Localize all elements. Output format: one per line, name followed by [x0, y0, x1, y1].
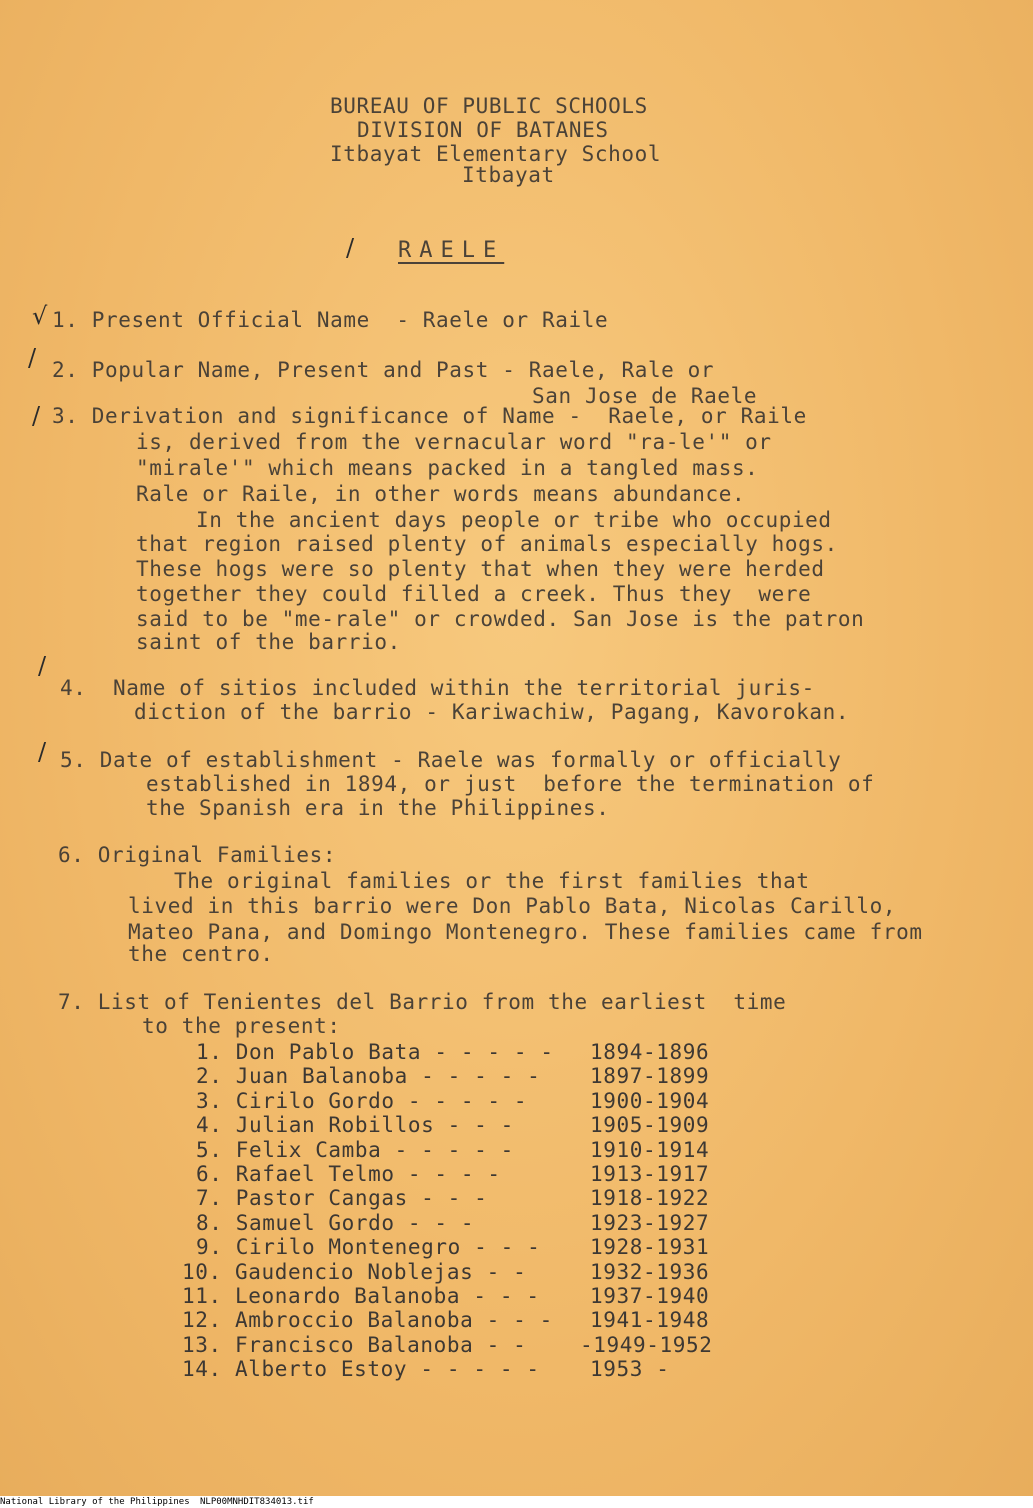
header-bureau: BUREAU OF PUBLIC SCHOOLS — [330, 94, 648, 118]
teniente-years: 1894-1896 — [590, 1040, 710, 1064]
header-division: DIVISION OF BATANES — [357, 118, 609, 142]
item-7-heading-cont: to the present: — [142, 1014, 341, 1038]
footer-filename: NLP00MNHDIT834013.tif — [200, 1497, 314, 1507]
teniente-years: 1923-1927 — [590, 1211, 710, 1235]
teniente-years: 1900-1904 — [590, 1089, 710, 1113]
item-3-line-i: said to be "me-rale" or crowded. San Jose is the patron — [136, 607, 865, 631]
teniente-name: 6. Rafael Telmo - - - - — [196, 1162, 501, 1186]
item-6-line-d: Mateo Pana, and Domingo Montenegro. These families came from — [128, 920, 923, 944]
item-3-line-j: saint of the barrio. — [136, 630, 401, 654]
item-3-line-c: "mirale'" which means packed in a tangled mass. — [136, 456, 759, 480]
item-3-derivation: 3. Derivation and significance of Name - Raele, or Raile — [52, 404, 807, 428]
teniente-name: 1. Don Pablo Bata - - - - - — [196, 1040, 554, 1064]
title-tick-mark: / — [346, 234, 355, 262]
teniente-name: 9. Cirilo Montenegro - - - — [196, 1235, 541, 1259]
header-town: Itbayat — [462, 163, 555, 187]
check-mark-1: √ — [32, 302, 48, 330]
item-5-line-c: the Spanish era in the Philippines. — [146, 796, 610, 820]
page-title: RAELE — [398, 238, 505, 263]
item-5-line-b: established in 1894, or just before the termination of — [146, 772, 875, 796]
teniente-name: 10. Gaudencio Noblejas - - — [182, 1260, 527, 1284]
teniente-years: 1910-1914 — [590, 1138, 710, 1162]
teniente-years: 1928-1931 — [590, 1235, 710, 1259]
check-mark-2: / — [28, 344, 37, 372]
teniente-years: 1905-1909 — [590, 1113, 710, 1137]
footer-strip — [0, 1496, 1033, 1508]
teniente-years: 1932-1936 — [590, 1260, 710, 1284]
item-6-line-c: lived in this barrio were Don Pablo Bata, Nicolas Carillo, — [128, 894, 897, 918]
item-6-original-families: 6. Original Families: — [58, 843, 337, 867]
item-2-popular-name-cont: San Jose de Raele — [532, 384, 758, 408]
teniente-years: 1941-1948 — [590, 1308, 710, 1332]
check-mark-3: / — [32, 402, 41, 430]
item-3-line-d: Rale or Raile, in other words means abundance. — [136, 482, 746, 506]
item-4-sitios-cont: diction of the barrio - Kariwachiw, Pagang, Kavorokan. — [134, 700, 850, 724]
item-6-line-b: The original families or the first families that — [174, 869, 810, 893]
teniente-name: 11. Leonardo Balanoba - - - — [182, 1284, 540, 1308]
teniente-years: 1897-1899 — [590, 1064, 710, 1088]
item-3-line-h: together they could filled a creek. Thus they were — [136, 582, 812, 606]
footer-library: National Library of the Philippines — [0, 1497, 190, 1507]
item-5-establishment: 5. Date of establishment - Raele was formally or officially — [60, 748, 842, 772]
teniente-name: 5. Felix Camba - - - - - — [196, 1138, 514, 1162]
teniente-years: -1949-1952 — [580, 1333, 713, 1357]
teniente-name: 12. Ambroccio Balanoba - - - — [182, 1308, 553, 1332]
teniente-years: 1913-1917 — [590, 1162, 710, 1186]
teniente-name: 3. Cirilo Gordo - - - - - — [196, 1089, 528, 1113]
check-mark-5: / — [38, 738, 47, 766]
item-2-popular-name: 2. Popular Name, Present and Past - Raele, Rale or — [52, 358, 715, 382]
item-4-sitios: 4. Name of sitios included within the territorial juris- — [60, 676, 815, 700]
teniente-years: 1937-1940 — [590, 1284, 710, 1308]
teniente-name: 14. Alberto Estoy - - - - - — [182, 1357, 540, 1381]
item-1-official-name: 1. Present Official Name - Raele or Raile — [52, 308, 609, 332]
teniente-name: 8. Samuel Gordo - - - — [196, 1211, 475, 1235]
item-6-line-e: the centro. — [128, 942, 274, 966]
header-school: Itbayat Elementary School — [330, 142, 662, 166]
teniente-years: 1918-1922 — [590, 1186, 710, 1210]
teniente-name: 7. Pastor Cangas - - - — [196, 1186, 488, 1210]
check-mark-4: / — [38, 652, 47, 680]
item-3-line-e: In the ancient days people or tribe who occupied — [196, 508, 832, 532]
teniente-name: 13. Francisco Balanoba - - — [182, 1333, 527, 1357]
item-7-tenientes-heading: 7. List of Tenientes del Barrio from the earliest time — [58, 990, 787, 1014]
teniente-name: 4. Julian Robillos - - - — [196, 1113, 514, 1137]
teniente-years: 1953 - — [590, 1357, 670, 1381]
teniente-name: 2. Juan Balanoba - - - - - — [196, 1064, 541, 1088]
item-3-line-b: is, derived from the vernacular word "ra-le'" or — [136, 430, 772, 454]
item-3-line-f: that region raised plenty of animals especially hogs. — [136, 532, 838, 556]
item-3-line-g: These hogs were so plenty that when they were herded — [136, 557, 825, 581]
